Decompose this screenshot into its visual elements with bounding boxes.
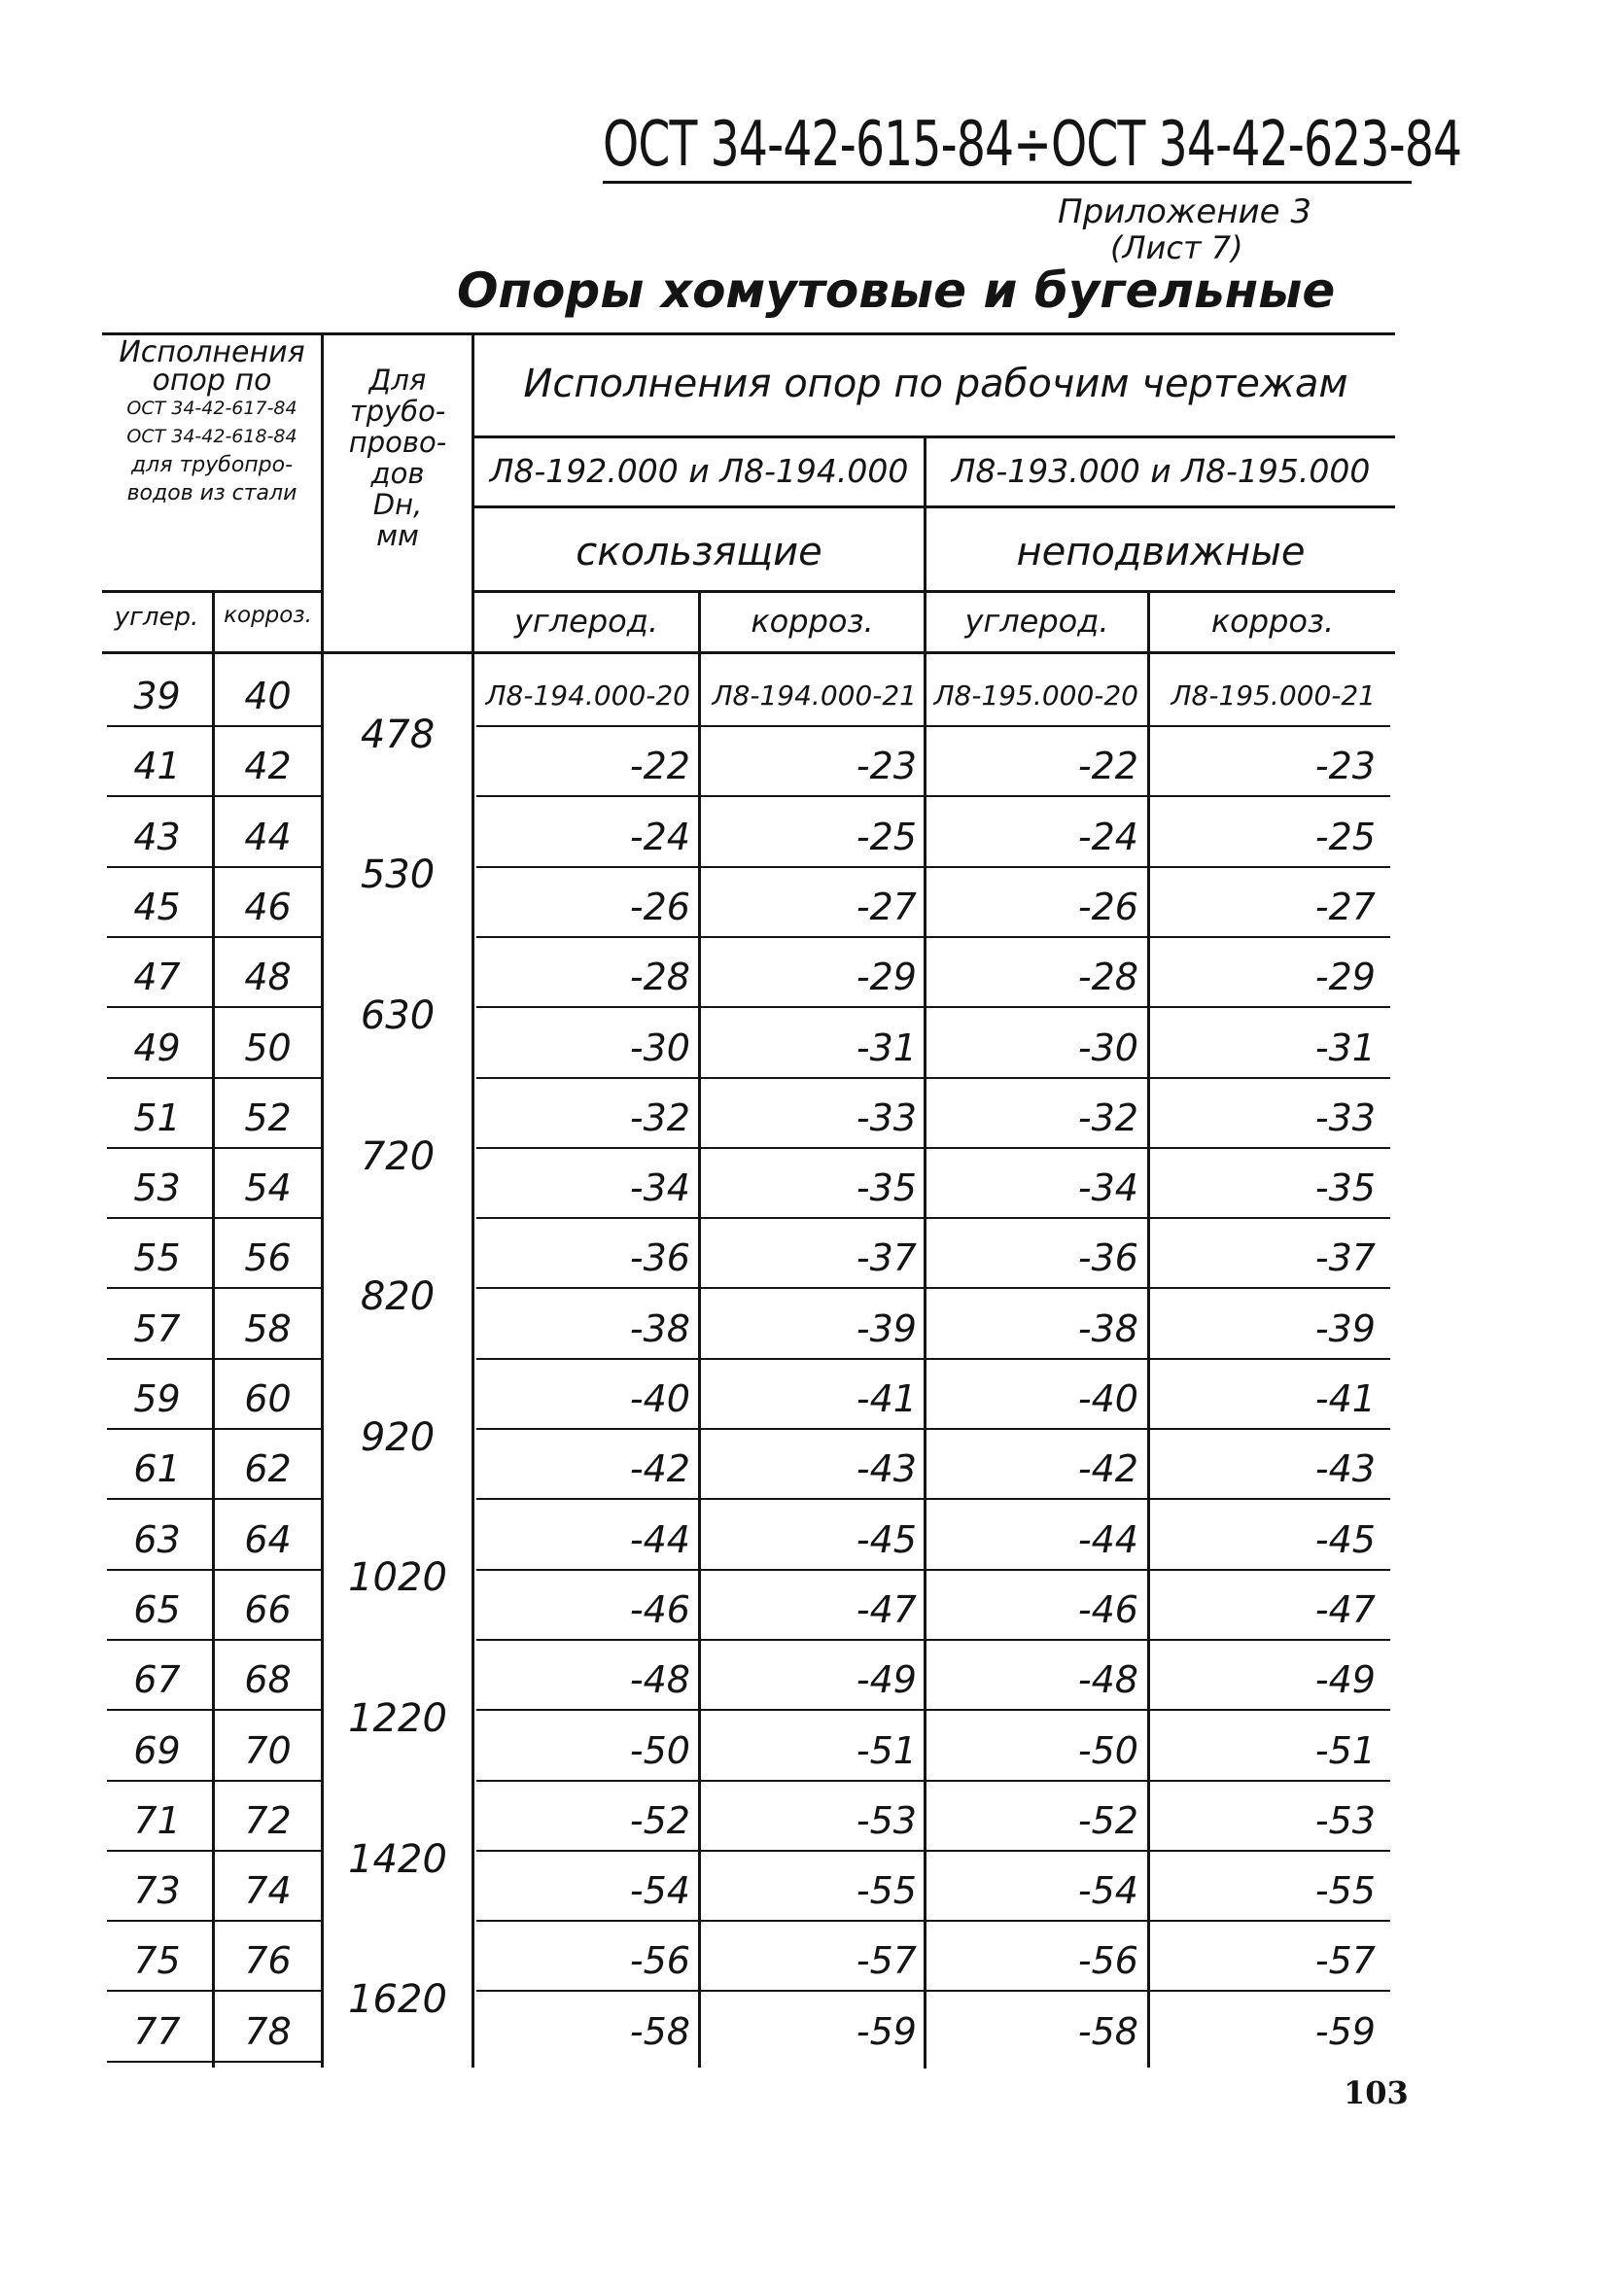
cell-fixed-carbon: -48 xyxy=(1077,1658,1138,1702)
cell-sliding-corrosion: -27 xyxy=(856,885,917,928)
row-rule xyxy=(107,936,321,938)
header-bottom-line xyxy=(102,651,1395,654)
col1-header xyxy=(101,335,323,507)
cell-carbon-exec: 45 xyxy=(133,885,181,928)
cell-fixed-carbon: -50 xyxy=(1077,1728,1138,1772)
cell-carbon-exec: 49 xyxy=(133,1026,181,1069)
cell-sliding-carbon: -56 xyxy=(629,1939,690,1983)
cell-fixed-corrosion: -39 xyxy=(1314,1306,1376,1350)
standard-code-underline xyxy=(603,181,1412,184)
row-rule-right xyxy=(476,1006,1390,1008)
row-rule-right xyxy=(476,866,1390,868)
cell-fixed-corrosion: -53 xyxy=(1314,1798,1376,1842)
page-title: Опоры хомутовые и бугельные xyxy=(457,262,1336,319)
row-rule xyxy=(107,2061,321,2063)
cell-corrosion-exec: 46 xyxy=(244,885,292,928)
cell-sliding-carbon: -36 xyxy=(629,1236,690,1280)
cell-carbon-exec: 41 xyxy=(133,745,181,788)
cell-sliding-corrosion: -47 xyxy=(856,1587,917,1631)
cell-corrosion-exec: 74 xyxy=(244,1869,292,1913)
cell-corrosion-exec: 72 xyxy=(244,1798,292,1842)
col2-header-line-5: Dн, xyxy=(372,488,423,521)
cell-corrosion-exec: 68 xyxy=(244,1658,292,1702)
cell-sliding-corrosion: -43 xyxy=(856,1447,917,1491)
cell-sliding-corrosion: -59 xyxy=(856,2009,917,2053)
cell-fixed-carbon: -36 xyxy=(1077,1236,1138,1280)
cell-carbon-exec: 53 xyxy=(133,1166,181,1210)
col1-sub-carbon: углер. xyxy=(114,603,199,632)
cell-fixed-corrosion: -43 xyxy=(1314,1447,1376,1491)
cell-fixed-carbon: -44 xyxy=(1077,1517,1138,1561)
sub-a-corrosion: корроз. xyxy=(751,603,874,640)
cell-sliding-corrosion: -31 xyxy=(856,1026,917,1069)
cell-pipe-diameter: 1020 xyxy=(348,1555,447,1601)
row-rule xyxy=(107,725,321,727)
row-rule-right xyxy=(476,1428,1390,1430)
row-rule xyxy=(107,1920,321,1922)
col1-header-line-2: опор по xyxy=(152,364,272,398)
cell-sliding-carbon: -46 xyxy=(629,1587,690,1631)
row-rule-right xyxy=(476,1217,1390,1219)
cell-fixed-corrosion: -41 xyxy=(1314,1377,1376,1420)
cell-sliding-carbon: -48 xyxy=(629,1658,690,1702)
cell-corrosion-exec: 62 xyxy=(244,1447,292,1491)
cell-pipe-diameter: 630 xyxy=(360,992,436,1038)
cell-carbon-exec: 63 xyxy=(133,1517,181,1561)
cell-corrosion-exec: 42 xyxy=(244,745,292,788)
cell-fixed-corrosion: -49 xyxy=(1314,1658,1376,1702)
cell-carbon-exec: 59 xyxy=(133,1377,181,1420)
cell-pipe-diameter: 920 xyxy=(360,1414,436,1460)
standard-code: ОСТ 34-42-615-84÷ОСТ 34-42-623-84 xyxy=(603,109,1462,181)
row-rule xyxy=(107,1569,321,1571)
row-rule xyxy=(107,1990,321,1992)
group-divider-line-2 xyxy=(472,505,1395,508)
page-number: 103 xyxy=(1344,2074,1409,2111)
cell-sliding-carbon: -52 xyxy=(629,1798,690,1842)
row-rule xyxy=(107,1358,321,1360)
cell-carbon-exec: 77 xyxy=(133,2009,181,2053)
cell-fixed-carbon: -46 xyxy=(1077,1587,1138,1631)
cell-fixed-corrosion: Л8-195.000-21 xyxy=(1171,679,1376,712)
cell-fixed-corrosion: -25 xyxy=(1314,815,1376,858)
cell-sliding-corrosion: -45 xyxy=(856,1517,917,1561)
row-rule-right xyxy=(476,1639,1390,1641)
cell-sliding-corrosion: -41 xyxy=(856,1377,917,1420)
cell-fixed-corrosion: -31 xyxy=(1314,1026,1376,1069)
row-rule-right xyxy=(476,936,1390,938)
row-rule-right xyxy=(476,1920,1390,1922)
cell-fixed-corrosion: -47 xyxy=(1314,1587,1376,1631)
cell-fixed-corrosion: -51 xyxy=(1314,1728,1376,1772)
cell-sliding-corrosion: -37 xyxy=(856,1236,917,1280)
cell-pipe-diameter: 820 xyxy=(360,1274,436,1320)
cell-fixed-carbon: -22 xyxy=(1077,745,1138,788)
cell-fixed-carbon: -24 xyxy=(1077,815,1138,858)
row-rule-right xyxy=(476,725,1390,727)
row-rule-right xyxy=(476,1147,1390,1149)
cell-pipe-diameter: 1220 xyxy=(348,1695,447,1741)
row-rule xyxy=(107,1287,321,1289)
cell-corrosion-exec: 40 xyxy=(244,675,292,717)
cell-sliding-carbon: -58 xyxy=(629,2009,690,2053)
cell-sliding-corrosion: -55 xyxy=(856,1869,917,1913)
cell-fixed-carbon: -32 xyxy=(1077,1096,1138,1139)
cell-pipe-diameter: 530 xyxy=(360,852,436,898)
cell-fixed-carbon: -34 xyxy=(1077,1166,1138,1210)
cell-fixed-corrosion: -55 xyxy=(1314,1869,1376,1913)
subheader-line-right xyxy=(472,590,1395,593)
col2-header-line-2: трубо- xyxy=(349,395,446,428)
cell-sliding-carbon: -26 xyxy=(629,885,690,928)
row-rule xyxy=(107,1850,321,1852)
cell-corrosion-exec: 52 xyxy=(244,1096,292,1139)
cell-sliding-carbon: -22 xyxy=(629,745,690,788)
appendix-label: Приложение 3 xyxy=(1058,192,1312,231)
row-rule-right xyxy=(476,1358,1390,1360)
cell-fixed-carbon: -42 xyxy=(1077,1447,1138,1491)
cell-carbon-exec: 75 xyxy=(133,1939,181,1983)
row-rule-right xyxy=(476,1709,1390,1711)
row-rule xyxy=(107,1639,321,1641)
cell-fixed-carbon: -40 xyxy=(1077,1377,1138,1420)
cell-sliding-carbon: -32 xyxy=(629,1096,690,1139)
cell-corrosion-exec: 54 xyxy=(244,1166,292,1210)
col1-header-line-1: Исполнения xyxy=(119,335,305,369)
col-line-2 xyxy=(321,332,324,2068)
row-rule-right xyxy=(476,1569,1390,1571)
group-divider-line xyxy=(472,435,1395,438)
cell-sliding-carbon: -44 xyxy=(629,1517,690,1561)
cell-sliding-carbon: -24 xyxy=(629,815,690,858)
row-rule xyxy=(107,795,321,797)
cell-corrosion-exec: 48 xyxy=(244,956,292,999)
col2-header xyxy=(324,365,472,551)
cell-sliding-carbon: -50 xyxy=(629,1728,690,1772)
cell-sliding-corrosion: -53 xyxy=(856,1798,917,1842)
cell-fixed-corrosion: -33 xyxy=(1314,1096,1376,1139)
cell-carbon-exec: 67 xyxy=(133,1658,181,1702)
col1-header-line-6: водов из стали xyxy=(126,481,297,505)
cell-fixed-corrosion: -45 xyxy=(1314,1517,1376,1561)
cell-fixed-carbon: -30 xyxy=(1077,1026,1138,1069)
cell-carbon-exec: 55 xyxy=(133,1236,181,1280)
cell-pipe-diameter: 1420 xyxy=(348,1836,447,1882)
cell-pipe-diameter: 720 xyxy=(360,1133,436,1179)
sub-b-carbon: углерод. xyxy=(964,603,1109,640)
cell-carbon-exec: 65 xyxy=(133,1587,181,1631)
type-fixed: неподвижные xyxy=(1016,530,1306,574)
cell-carbon-exec: 57 xyxy=(133,1306,181,1350)
cell-carbon-exec: 39 xyxy=(133,675,181,717)
row-rule-right xyxy=(476,1498,1390,1500)
cell-corrosion-exec: 64 xyxy=(244,1517,292,1561)
cell-fixed-corrosion: -23 xyxy=(1314,745,1376,788)
group-b-label: Л8-193.000 и Л8-195.000 xyxy=(951,452,1371,490)
cell-sliding-carbon: Л8-194.000-20 xyxy=(485,679,690,712)
cell-fixed-carbon: -52 xyxy=(1077,1798,1138,1842)
cell-fixed-corrosion: -59 xyxy=(1314,2009,1376,2053)
row-rule xyxy=(107,1077,321,1079)
row-rule-right xyxy=(476,1077,1390,1079)
cell-corrosion-exec: 70 xyxy=(244,1728,292,1772)
cell-corrosion-exec: 66 xyxy=(244,1587,292,1631)
cell-sliding-corrosion: -57 xyxy=(856,1939,917,1983)
cell-sliding-carbon: -54 xyxy=(629,1869,690,1913)
row-rule xyxy=(107,1428,321,1430)
cell-fixed-carbon: -38 xyxy=(1077,1306,1138,1350)
row-rule-right xyxy=(476,1287,1390,1289)
cell-carbon-exec: 61 xyxy=(133,1447,181,1491)
cell-fixed-carbon: -58 xyxy=(1077,2009,1138,2053)
cell-corrosion-exec: 58 xyxy=(244,1306,292,1350)
cell-sliding-corrosion: -49 xyxy=(856,1658,917,1702)
cell-corrosion-exec: 50 xyxy=(244,1026,292,1069)
col1-sub-corrosion: корроз. xyxy=(224,603,312,628)
col1-header-line-5: для трубопро- xyxy=(130,453,294,477)
cell-fixed-carbon: -54 xyxy=(1077,1869,1138,1913)
group-a-label: Л8-192.000 и Л8-194.000 xyxy=(489,452,909,490)
cell-corrosion-exec: 56 xyxy=(244,1236,292,1280)
cell-carbon-exec: 73 xyxy=(133,1869,181,1913)
row-rule xyxy=(107,1709,321,1711)
cell-sliding-carbon: -34 xyxy=(629,1166,690,1210)
row-rule xyxy=(107,1780,321,1782)
cell-sliding-corrosion: -51 xyxy=(856,1728,917,1772)
cell-corrosion-exec: 78 xyxy=(244,2009,292,2053)
row-rule-right xyxy=(476,1780,1390,1782)
cell-carbon-exec: 51 xyxy=(133,1096,181,1139)
cell-sliding-corrosion: -25 xyxy=(856,815,917,858)
row-rule xyxy=(107,1006,321,1008)
cell-sliding-corrosion: -33 xyxy=(856,1096,917,1139)
cell-corrosion-exec: 76 xyxy=(244,1939,292,1983)
cell-carbon-exec: 69 xyxy=(133,1728,181,1772)
cell-sliding-corrosion: -39 xyxy=(856,1306,917,1350)
cell-fixed-corrosion: -35 xyxy=(1314,1166,1376,1210)
cell-sliding-carbon: -40 xyxy=(629,1377,690,1420)
cell-sliding-carbon: -42 xyxy=(629,1447,690,1491)
cell-fixed-corrosion: -29 xyxy=(1314,956,1376,999)
cell-fixed-corrosion: -37 xyxy=(1314,1236,1376,1280)
sub-a-carbon: углерод. xyxy=(513,603,659,640)
cell-sliding-corrosion: -35 xyxy=(856,1166,917,1210)
row-rule xyxy=(107,1498,321,1500)
row-rule-right xyxy=(476,1990,1390,1992)
cell-fixed-carbon: -56 xyxy=(1077,1939,1138,1983)
cell-carbon-exec: 47 xyxy=(133,956,181,999)
cell-sliding-carbon: -28 xyxy=(629,956,690,999)
cell-pipe-diameter: 478 xyxy=(360,712,436,757)
type-sliding: скользящие xyxy=(576,530,822,574)
cell-fixed-carbon: Л8-195.000-20 xyxy=(933,679,1138,712)
cell-carbon-exec: 43 xyxy=(133,815,181,858)
row-rule xyxy=(107,1217,321,1219)
row-rule-right xyxy=(476,795,1390,797)
cell-pipe-diameter: 1620 xyxy=(348,1977,447,2023)
sheet-label: (Лист 7) xyxy=(1110,229,1243,266)
cell-sliding-carbon: -38 xyxy=(629,1306,690,1350)
row-rule-right xyxy=(476,1850,1390,1852)
cell-fixed-carbon: -26 xyxy=(1077,885,1138,928)
row-rule xyxy=(107,1147,321,1149)
cell-carbon-exec: 71 xyxy=(133,1798,181,1842)
col1-header-line-4: ОСТ 34-42-618-84 xyxy=(126,426,297,447)
group-header: Исполнения опор по рабочим чертежам xyxy=(523,362,1348,406)
col2-header-line-1: Для xyxy=(368,364,427,397)
col2-header-line-6: мм xyxy=(376,519,419,552)
col2-header-line-3: прово- xyxy=(348,426,447,459)
cell-sliding-corrosion: -23 xyxy=(856,745,917,788)
cell-fixed-carbon: -28 xyxy=(1077,956,1138,999)
cell-sliding-corrosion: -29 xyxy=(856,956,917,999)
sub-b-corrosion: корроз. xyxy=(1210,603,1335,640)
cell-sliding-corrosion: Л8-194.000-21 xyxy=(712,679,917,712)
cell-fixed-corrosion: -57 xyxy=(1314,1939,1376,1983)
cell-sliding-carbon: -30 xyxy=(629,1026,690,1069)
row-rule xyxy=(107,866,321,868)
col1-header-line-3: ОСТ 34-42-617-84 xyxy=(126,398,297,419)
cell-corrosion-exec: 44 xyxy=(244,815,292,858)
cell-fixed-corrosion: -27 xyxy=(1314,885,1376,928)
col2-header-line-4: дов xyxy=(370,457,425,490)
cell-corrosion-exec: 60 xyxy=(244,1377,292,1420)
